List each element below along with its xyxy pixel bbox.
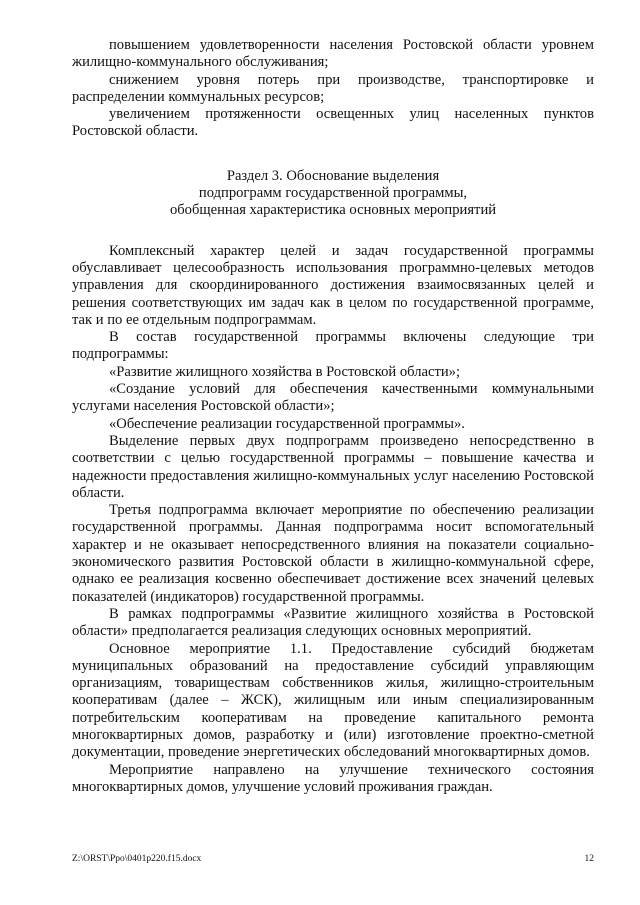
body-paragraph: Комплексный характер целей и задач государственной программы обуславливает целесообразность использования программно-целевых методов управления для скоординированного достижения взаимосвязанных целей и решения соответствующих им задач как в целом по государственной программе, так и по ее отдельным подпрограммам.	[72, 242, 594, 328]
section-heading-line: Раздел 3. Обоснование выделения	[226, 167, 440, 184]
body-paragraph: Выделение первых двух подпрограмм произведено непосредственно в соответствии с целью государственной программы – повышение качества и надежности предоставления жилищно-коммунальных услуг населению Ростовской области.	[72, 432, 594, 501]
subprogram-item: «Развитие жилищного хозяйства в Ростовской области»;	[109, 363, 461, 380]
subprogram-item: «Создание условий для обеспечения качественными коммунальными услугами населения Ростовской области»;	[72, 381, 594, 415]
section-heading-line: обобщенная характеристика основных мероприятий	[169, 202, 497, 219]
page-number: 12	[584, 854, 594, 864]
section-heading	[72, 168, 594, 220]
body-paragraph: В рамках подпрограммы «Развитие жилищного хозяйства в Ростовской области» предполагается реализация следующих основных мероприятий.	[72, 605, 594, 640]
section-heading-line: подпрограмм государственной программы,	[198, 185, 468, 202]
body-paragraph: Третья подпрограмма включает мероприятие по обеспечению реализации государственной программы. Данная подпрограмма носит вспомогательный характер и не оказывает непосредственного влияния на показатели социально-экономического развития Ростовской области в жилищно-коммунальной сфере, однако ее реализация косвенно обеспечивает достижение всех значений целевых показателей (индикаторов) государственной программы.	[72, 502, 594, 605]
page-content	[72, 37, 594, 796]
body-paragraph: Основное мероприятие 1.1. Предоставление субсидий бюджетам муниципальных образований на предоставление субсидий управляющим организациям, товариществам собственников жилья, жилищно-строительным кооперативам (далее – ЖСК), жилищным или иным специализированным потребительским кооперативам на проведение капитального ремонта многоквартирных домов, разработку и (или) изготовление проектно-сметной документации, проведение энергетических обследований многоквартирных домов.	[72, 640, 594, 761]
subprogram-item: «Обеспечение реализации государственной программы».	[109, 415, 465, 432]
body-paragraph: Мероприятие направлено на улучшение технического состояния многоквартирных домов, улучшение условий проживания граждан.	[72, 761, 594, 795]
body-paragraph: В состав государственной программы включены следующие три подпрограммы:	[72, 329, 594, 363]
list-item: снижением уровня потерь при производстве, транспортировке и распределении коммунальных ресурсов;	[72, 71, 594, 105]
list-item: повышением удовлетворенности населения Ростовской области уровнем жилищно-коммунального обслуживания;	[72, 37, 594, 71]
file-path: Z:\ORST\Ppo\0401p220.f15.docx	[72, 854, 202, 864]
list-item: увеличением протяженности освещенных улиц населенных пунктов Ростовской области.	[72, 106, 594, 140]
